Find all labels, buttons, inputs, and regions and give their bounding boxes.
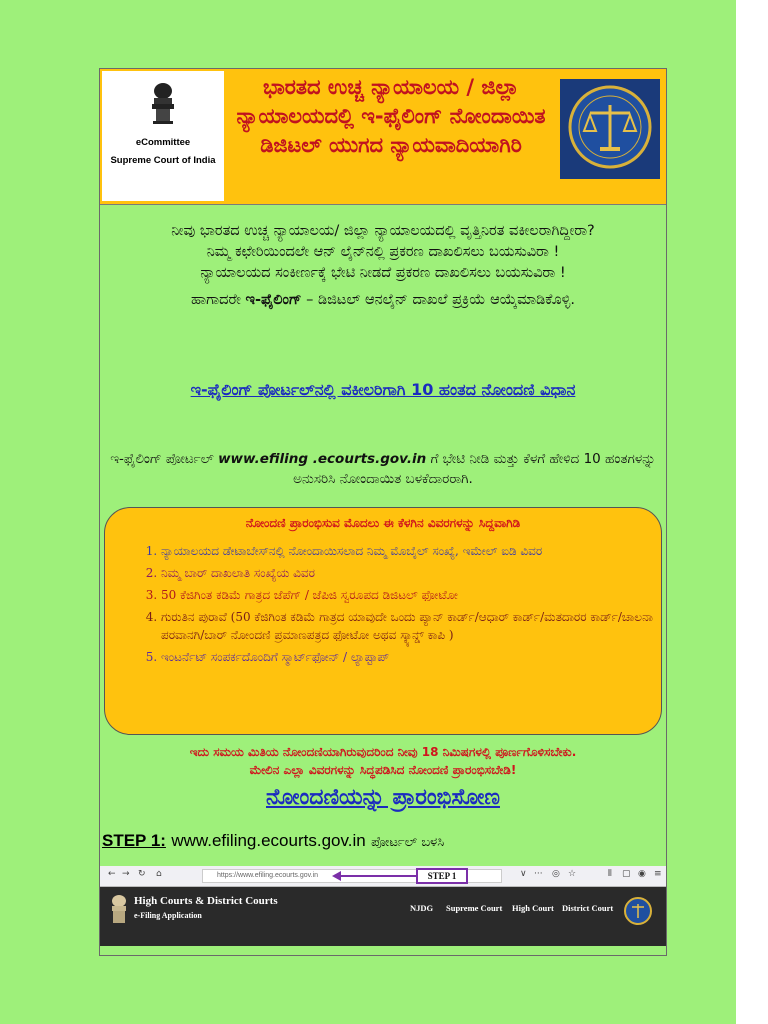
flyer-page	[99, 68, 667, 956]
list-item: 4. ಗುರುತಿನ ಪುರಾವೆ (50 ಕೆಜಿಗಿಂತ ಕಡಿಮೆ ಗಾತ್ರದ ಯಾವುದೇ ಒಂದು ಪ್ಯಾನ್ ಕಾರ್ಡ್/ಆಧಾರ್ ಕಾರ್ಡ್/ಮತದಾರರ ಕಾರ್ಡ್/ಚಾಲನಾ ಪರವಾನಗಿ/ಬಾರ್ ನೋಂದಣಿ ಪ್ರಮಾಣಪತ್ರದ ಫೋಟೋ ಅಥವ ಸ್ಕ್ಯಾನ್ಡ್ ಕಾಪಿ )	[161, 608, 661, 644]
library-icon: ⫴	[608, 869, 612, 879]
site-subtitle: e-Filing Application	[134, 911, 202, 920]
more-icon: ···	[534, 869, 543, 879]
intro-line-4-post: – ಡಿಜಿಟಲ್ ಆನಲೈನ್ ದಾಖಲೆ ಪ್ರಕ್ರಿಯೆ ಆಯ್ಕೆಮಾಡಿಕೊಳ್ಳಿ.	[301, 292, 575, 308]
list-item: 3. 50 ಕೆಜಿಗಿಂತ ಕಡಿಮೆ ಗಾತ್ರದ ಜೆಪೆಗ್ / ಜೆಪಿಜಿ ಸ್ವರೂಪದ ಡಿಜಿಟಲ್ ಫೋಟೋ	[161, 586, 661, 604]
step-1-line	[102, 831, 662, 851]
prerequisites-box	[104, 507, 662, 735]
home-icon: ⌂	[156, 869, 162, 879]
efiling-site-header	[100, 887, 666, 946]
ecommittee-logo	[102, 71, 224, 201]
back-icon: ←	[108, 869, 116, 879]
prerequisites-heading: ನೋಂದಣಿ ಪ್ರಾರಂಭಿಸುವ ಮೊದಲು ಈ ಕೆಳಗಿನ ವಿವರಗಳನ್ನು ಸಿದ್ದವಾಗಿಡಿ	[245, 516, 521, 530]
nav-district-court[interactable]: District Court	[562, 903, 614, 913]
ecourts-scales-emblem-icon	[560, 79, 660, 179]
prerequisites-list	[143, 542, 661, 670]
supreme-court-label: Supreme Court of India	[110, 155, 216, 166]
intro-line-2: ನಿಮ್ಮ ಕಛೇರಿಯಿಂದಲೇ ಆನ್ ಲೈನ್‌ನಲ್ಲಿ ಪ್ರಕರಣ ದಾಖಲಿಸಲು ಬಯಸುವಿರಾ !	[206, 244, 560, 260]
pointer-arrow-line	[340, 875, 416, 877]
registration-heading: ಇ-ಫೈಲಿಂಗ್ ಪೋರ್ಟಲ್‌ನಲ್ಲಿ ವಕೀಲರಿಗಾಗಿ 10 ಹಂತದ ನೋಂದಣಿ ವಿಧಾನ	[190, 380, 576, 399]
efiling-emphasis: ಇ-ಫೈಲಿಂಗ್	[245, 292, 302, 308]
visit-pre: ಇ-ಫೈಲಿಂಗ್ ಪೋರ್ಟಲ್	[110, 451, 219, 467]
intro-line-4-pre: ಹಾಗಾದರೇ	[191, 292, 246, 308]
nav-high-court[interactable]: High Court	[512, 903, 554, 913]
star-icon: ☆	[568, 869, 577, 879]
sidebar-icon: ▢	[622, 869, 631, 879]
account-icon: ◉	[638, 869, 646, 879]
warning-line-1: ಇದು ಸಮಯ ಮಿತಿಯ ನೋಂದಣಿಯಾಗಿರುವುದರಿಂದ ನೀವು 18 ನಿಮಿಷಗಳಲ್ಲಿ ಪೂರ್ಣಗೊಳಿಸಬೇಕು.	[189, 745, 577, 759]
start-registration-heading: ನೋಂದಣಿಯನ್ನು ಪ್ರಾರಂಭಿಸೋಣ	[266, 785, 500, 810]
reload-icon: ↻	[138, 869, 146, 879]
step-badge: STEP 1	[416, 868, 468, 884]
step-1-label: STEP 1:	[102, 831, 166, 850]
time-limit-warning	[100, 743, 666, 779]
intro-line-3: ನ್ಯಾಯಾಲಯದ ಸಂಕೀರ್ಣಕ್ಕೆ ಭೇಟಿ ನೀಡದೆ ಪ್ರಕರಣ ದಾಖಲಿಸಲು ಬಯಸುವಿರಾ !	[200, 265, 566, 281]
list-item: 2. ನಿಮ್ಮ ಬಾರ್ ದಾಖಲಾತಿ ಸಂಖ್ಯೆಯ ವಿವರ	[161, 564, 661, 582]
ecourts-logo-icon	[624, 897, 652, 925]
right-margin	[736, 0, 768, 1024]
address-text: https://www.efiling.ecourts.gov.in	[217, 872, 319, 879]
menu-icon: ≡	[654, 869, 662, 879]
nav-supreme-court[interactable]: Supreme Court	[446, 903, 503, 913]
shield-icon: ◎	[552, 869, 560, 879]
ecommittee-label: eCommittee	[135, 137, 191, 148]
step-1-tail: ಪೋರ್ಟಲ್ ಬಳಸಿ	[371, 835, 445, 850]
list-item: 1. ನ್ಯಾಯಾಲಯದ ಡೇಟಾಬೇಸ್‌ನಲ್ಲಿ ನೋಂದಾಯಿಸಲಾದ ನಿಮ್ಮ ಮೊಬೈಲ್ ಸಂಖ್ಯೆ, ಇಮೇಲ್ ಐಡಿ ವಿವರ	[161, 542, 661, 560]
browser-toolbar	[100, 866, 666, 887]
site-title: High Courts & District Courts	[134, 895, 278, 907]
visit-instructions	[100, 449, 666, 489]
ashoka-emblem-icon	[108, 893, 130, 927]
list-item: 5. ಇಂಟರ್ನೆಟ್ ಸಂಪರ್ಕದೊಂದಿಗೆ ಸ್ಮಾರ್ಟ್‌ಫೋನ್ / ಲ್ಯಾಪ್ಟಾಪ್	[161, 648, 661, 666]
header-banner	[100, 69, 666, 205]
page-title: ಭಾರತದ ಉಚ್ಚ ನ್ಯಾಯಾಲಯ / ಜಿಲ್ಲಾ ನ್ಯಾಯಾಲಯದಲ್ಲಿ ಇ-ಫೈಲಿಂಗ್ ನೋಂದಾಯಿತ ಡಿಜಿಟಲ್ ಯುಗದ ನ್ಯಾಯವಾದಿಯಾಗಿರಿ	[236, 75, 546, 157]
step-1-url: www.efiling.ecourts.gov.in	[171, 831, 366, 850]
nav-njdg[interactable]: NJDG	[410, 903, 434, 913]
ashoka-emblem-icon	[150, 81, 176, 125]
intro-line-4	[100, 290, 666, 311]
visit-post: ಗೆ ಭೇಟಿ ನೀಡಿ ಮತ್ತು ಕೆಳಗೆ ಹೇಳಿದ 10 ಹಂತಗಳನ್ನು ಅನುಸರಿಸಿ ನೋಂದಾಯಿತ ಬಳಕೆದಾರರಾಗಿ.	[293, 451, 656, 487]
warning-line-2: ಮೇಲಿನ ಎಲ್ಲಾ ವಿವರಗಳನ್ನು ಸಿದ್ಧಪಡಿಸಿದ ನೋಂದಣಿ ಪ್ರಾರಂಭಿಸಬೇಡಿ!	[249, 763, 517, 777]
forward-icon: →	[122, 869, 130, 879]
chevron-down-icon: ∨	[520, 869, 527, 879]
intro-line-1: ನೀವು ಭಾರತದ ಉಚ್ಚ ನ್ಯಾಯಾಲಯ/ ಜಿಲ್ಲಾ ನ್ಯಾಯಾಲಯದಲ್ಲಿ ವೃತ್ತಿನಿರತ ವಕೀಲರಾಗಿದ್ದೀರಾ?	[171, 223, 595, 239]
portal-url: www.efiling .ecourts.gov.in	[218, 451, 427, 467]
browser-screenshot	[100, 866, 666, 946]
intro-text	[100, 221, 666, 311]
